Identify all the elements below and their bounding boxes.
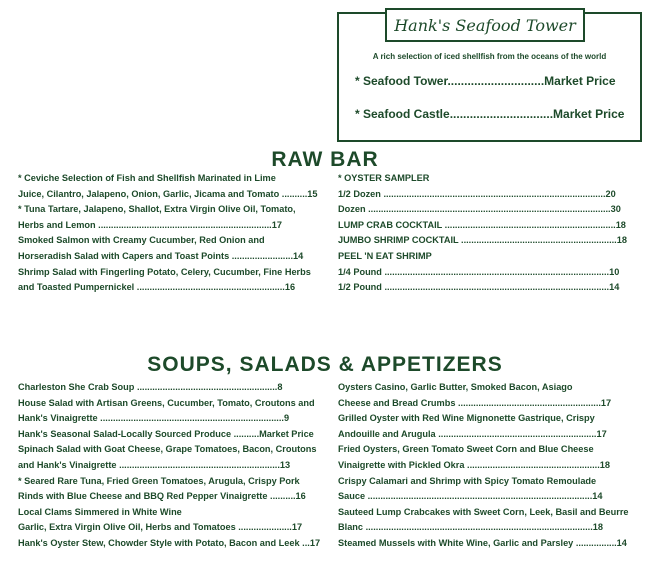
soups-salads-title: SOUPS, SALADS & APPETIZERS — [147, 353, 503, 376]
menu-line: and Hank's Vinaigrette ...............................................................13 — [18, 459, 291, 470]
seafood-tower-box — [337, 12, 642, 142]
menu-line: Hank's Vinaigrette ........................................................................9 — [18, 413, 290, 424]
menu-line: Blanc .........................................................................................18 — [338, 522, 603, 533]
menu-line: 1/2 Pound ........................................................................................14 — [338, 282, 620, 293]
menu-line: Juice, Cilantro, Jalapeno, Onion, Garlic, Jicama and Tomato ..........15 — [18, 188, 318, 199]
menu-line: Garlic, Extra Virgin Olive Oil, Herbs and Tomatoes .....................17 — [18, 522, 303, 533]
menu-line: * Tuna Tartare, Jalapeno, Shallot, Extra Virgin Olive Oil, Tomato, — [18, 204, 296, 215]
raw-bar-right-column — [338, 171, 633, 296]
tower-item-seafood-tower: * Seafood Tower.............................Market Price — [355, 74, 616, 88]
menu-line: Hank's Seasonal Salad-Locally Sourced Produce ..........Market Price — [18, 428, 314, 439]
raw-bar-left-column — [18, 171, 318, 296]
menu-line: Smoked Salmon with Creamy Cucumber, Red Onion and — [18, 235, 265, 246]
menu-line: Shrimp Salad with Fingerling Potato, Celery, Cucumber, Fine Herbs — [18, 266, 311, 277]
soups-right-column — [338, 380, 633, 552]
menu-line: Spinach Salad with Goat Cheese, Grape Tomatoes, Bacon, Croutons — [18, 444, 317, 455]
menu-line: Dozen ...............................................................................................30 — [338, 204, 621, 215]
menu-line: Vinaigrette with Pickled Okra ....................................................18 — [338, 459, 610, 470]
menu-line: Steamed Mussels with White Wine, Garlic and Parsley ................14 — [338, 537, 627, 548]
menu-line: 1/2 Dozen .......................................................................................20 — [338, 188, 616, 199]
menu-line: Grilled Oyster with Red Wine Mignonette Gastrique, Crispy — [338, 413, 595, 424]
soups-left-column — [18, 380, 324, 552]
menu-line: and Toasted Pumpernickel ..........................................................16 — [18, 282, 296, 293]
menu-line: Charleston She Crab Soup .......................................................8 — [18, 382, 283, 392]
menu-line: House Salad with Artisan Greens, Cucumber, Tomato, Croutons and — [18, 397, 315, 408]
menu-line: * Ceviche Selection of Fish and Shellfish Marinated in Lime — [18, 173, 276, 183]
menu-line: PEEL 'N EAT SHRIMP — [338, 250, 432, 261]
menu-line: Andouille and Arugula ..............................................................17 — [338, 428, 607, 439]
menu-line: Sauteed Lump Crabcakes with Sweet Corn, Leek, Basil and Beurre — [338, 506, 629, 517]
menu-line: Herbs and Lemon ....................................................................17 — [18, 219, 282, 230]
menu-line: * OYSTER SAMPLER — [338, 173, 430, 183]
menu-line: Fried Oysters, Green Tomato Sweet Corn and Blue Cheese — [338, 444, 594, 455]
menu-line: LUMP CRAB COCKTAIL ...................................................................18 — [338, 219, 626, 230]
menu-line: Oysters Casino, Garlic Butter, Smoked Bacon, Asiago — [338, 382, 573, 392]
menu-line: 1/4 Pound ........................................................................................10 — [338, 266, 620, 277]
menu-line: JUMBO SHRIMP COCKTAIL .............................................................18 — [338, 235, 627, 246]
menu-line: Rinds with Blue Cheese and BBQ Red Pepper Vinaigrette ..........16 — [18, 491, 306, 502]
menu-line: Crispy Calamari and Shrimp with Spicy Tomato Remoulade — [338, 475, 597, 486]
tower-item-seafood-castle: * Seafood Castle...............................Market Price — [355, 107, 625, 121]
menu-line: Local Clams Simmered in White Wine — [18, 506, 182, 517]
menu-line: Hank's Oyster Stew, Chowder Style with Potato, Bacon and Leek ...17 — [18, 537, 321, 548]
menu-line: Horseradish Salad with Capers and Toast Points ........................14 — [18, 250, 304, 261]
raw-bar-title: RAW BAR — [271, 148, 379, 171]
menu-line: Cheese and Bread Crumbs ........................................................17 — [338, 397, 612, 408]
menu-line: Sauce ........................................................................................14 — [338, 491, 603, 502]
tower-subtitle: A rich selection of iced shellfish from the oceans of the world — [372, 52, 607, 61]
menu-line: * Seared Rare Tuna, Fried Green Tomatoes, Arugula, Crispy Pork — [18, 475, 300, 486]
tower-title: Hank's Seafood Tower — [385, 8, 585, 42]
